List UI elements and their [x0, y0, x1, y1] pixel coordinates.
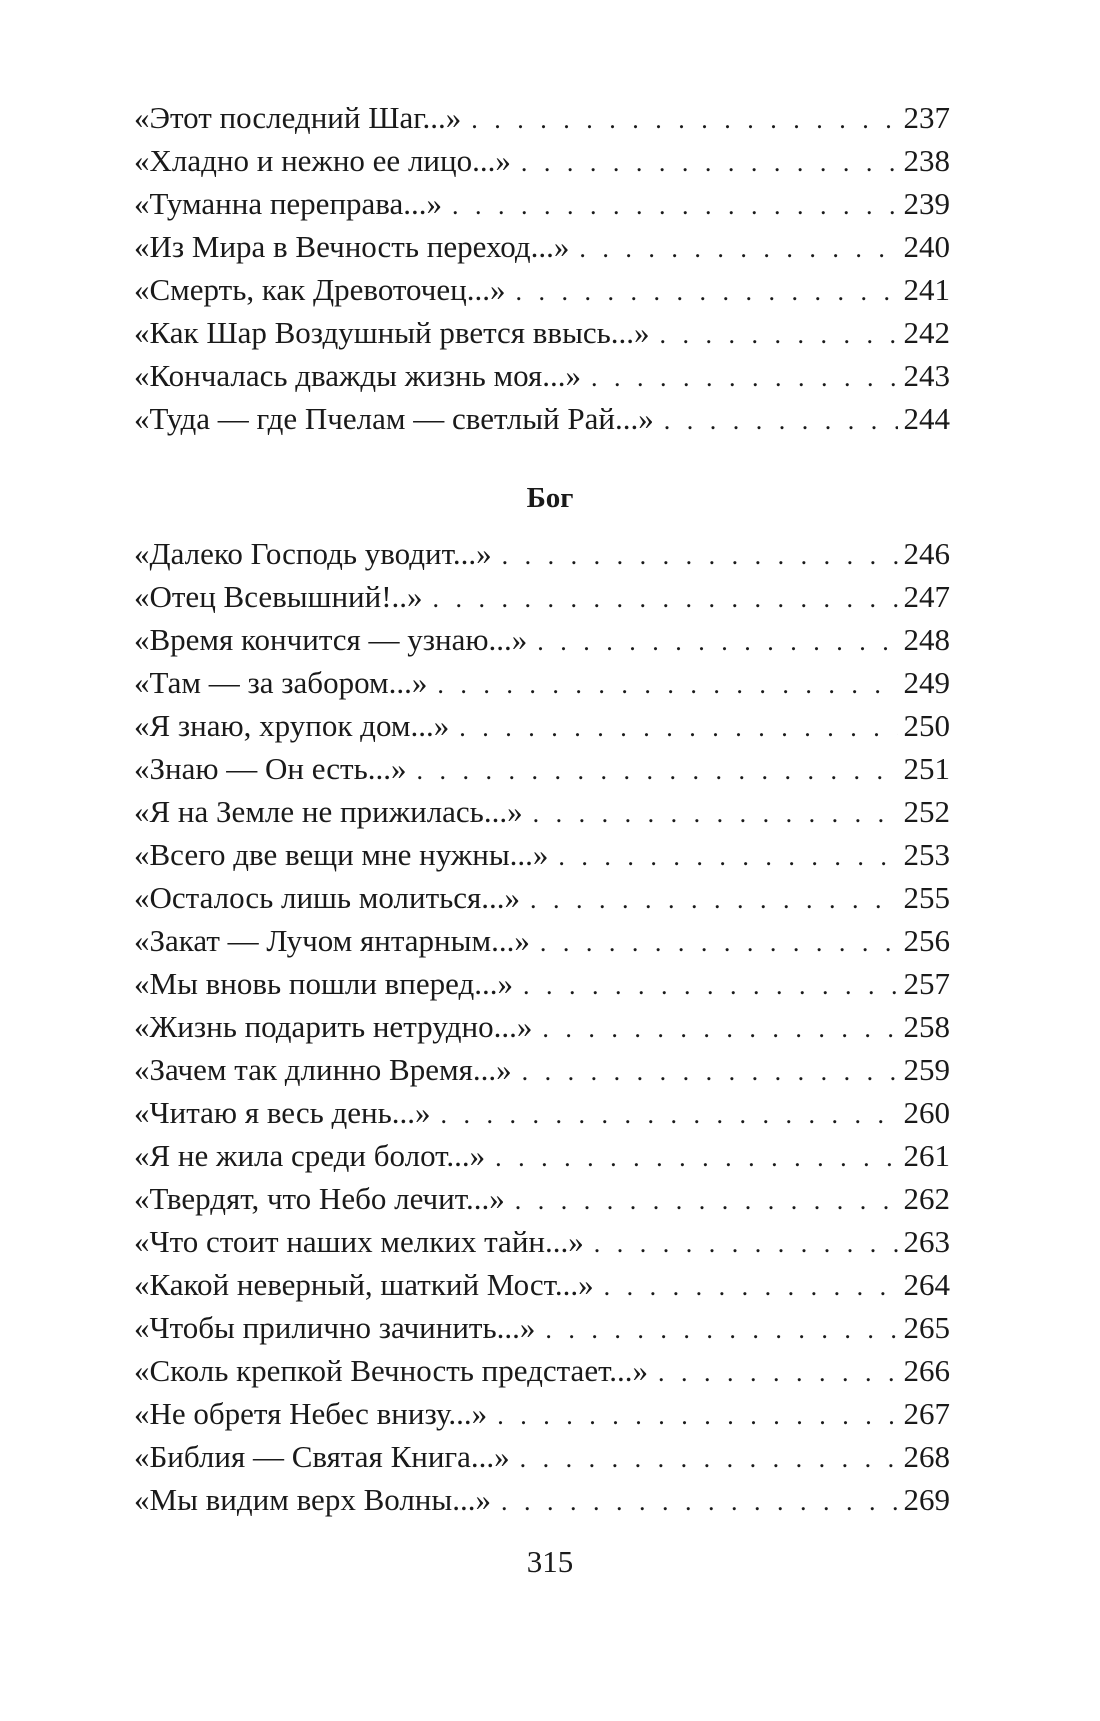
toc-entry-title: «Туда — где Пчелам — светлый Рай...»	[134, 401, 654, 436]
toc-entry	[134, 96, 950, 139]
toc-entry-title: «Мы вновь пошли вперед...»	[134, 966, 514, 1001]
toc-dot-leader	[545, 1308, 897, 1351]
toc-entry	[134, 790, 950, 833]
toc-dot-leader	[502, 534, 898, 577]
toc-entry-page: 249	[903, 665, 950, 700]
toc-entry	[134, 225, 950, 268]
toc-entry-page: 262	[903, 1181, 950, 1216]
toc-entry	[134, 1048, 950, 1091]
toc-list-god	[134, 532, 950, 1521]
toc-entry-page: 252	[903, 794, 950, 829]
toc-entry	[134, 1478, 950, 1521]
toc-dot-leader	[558, 835, 897, 878]
toc-entry	[134, 311, 950, 354]
toc-entry-page: 255	[903, 880, 950, 915]
toc-entry-page: 267	[903, 1396, 950, 1431]
toc-entry-page: 261	[903, 1138, 950, 1173]
toc-entry-title: «Из Мира в Вечность переход...»	[134, 229, 570, 264]
toc-entry	[134, 1177, 950, 1220]
toc-entry-page: 242	[903, 315, 950, 350]
toc-entry	[134, 397, 950, 440]
toc-dot-leader	[440, 1093, 897, 1136]
toc-dot-leader	[540, 921, 898, 964]
toc-entry-title: «Жизнь подарить нетрудно...»	[134, 1009, 533, 1044]
toc-dot-leader	[515, 1179, 898, 1222]
toc-entry-page: 244	[903, 401, 950, 436]
toc-entry-title: «Как Шар Воздушный рвется ввысь...»	[134, 315, 650, 350]
toc-entry-page: 250	[903, 708, 950, 743]
toc-entry	[134, 182, 950, 225]
toc-dot-leader	[515, 270, 897, 313]
toc-entry-title: «Не обретя Небес внизу...»	[134, 1396, 488, 1431]
toc-dot-leader	[497, 1394, 897, 1437]
toc-entry-title: «Время кончится — узнаю...»	[134, 622, 528, 657]
toc-entry	[134, 833, 950, 876]
toc-entry-page: 239	[903, 186, 950, 221]
toc-entry	[134, 575, 950, 618]
toc-dot-leader	[523, 964, 897, 1007]
toc-entry-title: «Кончалась дважды жизнь моя...»	[134, 358, 582, 393]
page-number: 315	[526, 1544, 574, 1579]
toc-entry-title: «Мы видим верх Волны...»	[134, 1482, 491, 1517]
toc-entry-title: «Какой неверный, шаткий Мост...»	[134, 1267, 594, 1302]
toc-entry-page: 268	[903, 1439, 950, 1474]
toc-dot-leader	[658, 1351, 897, 1394]
toc-entry	[134, 139, 950, 182]
toc-entry-page: 246	[903, 536, 950, 571]
toc-dot-leader	[660, 313, 898, 356]
toc-entry	[134, 747, 950, 790]
toc-dot-leader	[530, 878, 897, 921]
toc-dot-leader	[417, 749, 898, 792]
toc-dot-leader	[594, 1222, 898, 1265]
toc-entry-title: «Там — за забором...»	[134, 665, 428, 700]
toc-entry	[134, 1263, 950, 1306]
toc-entry	[134, 962, 950, 1005]
toc-entry-page: 264	[903, 1267, 950, 1302]
toc-entry-title: «Туманна переправа...»	[134, 186, 443, 221]
toc-entry-page: 258	[903, 1009, 950, 1044]
toc-entry	[134, 532, 950, 575]
toc-dot-leader	[591, 356, 897, 399]
toc-entry-title: «Библия — Святая Книга...»	[134, 1439, 510, 1474]
toc-entry	[134, 1306, 950, 1349]
toc-entry-title: «Я знаю, хрупок дом...»	[134, 708, 450, 743]
toc-entry-title: «Далеко Господь уводит...»	[134, 536, 492, 571]
toc-entry-page: 241	[903, 272, 950, 307]
toc-entry	[134, 354, 950, 397]
toc-entry-page: 266	[903, 1353, 950, 1388]
toc-entry-title: «Что стоит наших мелких тайн...»	[134, 1224, 584, 1259]
toc-entry-title: «Закат — Лучом янтарным...»	[134, 923, 530, 958]
toc-entry-title: «Я на Земле не прижилась...»	[134, 794, 523, 829]
section-heading-god: Бог	[526, 482, 574, 514]
toc-entry	[134, 1134, 950, 1177]
toc-entry-title: «Я не жила среди болот...»	[134, 1138, 486, 1173]
toc-entry-page: 251	[903, 751, 950, 786]
toc-entry	[134, 704, 950, 747]
toc-entry-title: «Чтобы прилично зачинить...»	[134, 1310, 536, 1345]
toc-dot-leader	[537, 620, 897, 663]
toc-entry	[134, 618, 950, 661]
toc-entry	[134, 1091, 950, 1134]
toc-dot-leader	[459, 706, 897, 749]
toc-entry-title: «Читаю я весь день...»	[134, 1095, 431, 1130]
toc-dot-leader	[520, 1437, 898, 1480]
toc-entry-page: 256	[903, 923, 950, 958]
toc-dot-leader	[579, 227, 897, 270]
toc-entry-page: 248	[903, 622, 950, 657]
toc-entry-title: «Этот последний Шаг...»	[134, 100, 462, 135]
toc-dot-leader	[521, 141, 898, 184]
toc-entry-page: 247	[903, 579, 950, 614]
toc-entry-page: 269	[903, 1482, 950, 1517]
toc-dot-leader	[437, 663, 897, 706]
toc-entry	[134, 661, 950, 704]
toc-entry-title: «Смерть, как Древоточец...»	[134, 272, 506, 307]
toc-dot-leader	[501, 1480, 898, 1523]
toc-dot-leader	[495, 1136, 897, 1179]
toc-entry-title: «Сколь крепкой Вечность предстает...»	[134, 1353, 649, 1388]
toc-entry	[134, 268, 950, 311]
toc-entry-page: 257	[903, 966, 950, 1001]
toc-entry-page: 240	[903, 229, 950, 264]
toc-dot-leader	[604, 1265, 898, 1308]
toc-entry	[134, 1005, 950, 1048]
toc-entry	[134, 1392, 950, 1435]
toc-dot-leader	[522, 1050, 898, 1093]
toc-entry-page: 253	[903, 837, 950, 872]
toc-dot-leader	[452, 184, 897, 227]
toc-entry-title: «Осталось лишь молиться...»	[134, 880, 521, 915]
toc-entry-page: 260	[903, 1095, 950, 1130]
toc-entry-title: «Хладно и нежно ее лицо...»	[134, 143, 511, 178]
toc-entry-page: 265	[903, 1310, 950, 1345]
toc-dot-leader	[433, 577, 898, 620]
toc-dot-leader	[533, 792, 898, 835]
toc-entry-title: «Всего две вещи мне нужны...»	[134, 837, 549, 872]
toc-entry	[134, 876, 950, 919]
toc-entry-title: «Зачем так длинно Время...»	[134, 1052, 512, 1087]
toc-entry-title: «Отец Всевышний!..»	[134, 579, 423, 614]
toc-entry-page: 263	[903, 1224, 950, 1259]
toc-entry	[134, 919, 950, 962]
toc-entry-page: 238	[903, 143, 950, 178]
toc-entry-page: 259	[903, 1052, 950, 1087]
toc-entry-title: «Твердят, что Небо лечит...»	[134, 1181, 505, 1216]
toc-entry	[134, 1220, 950, 1263]
toc-entry-title: «Знаю — Он есть...»	[134, 751, 407, 786]
toc-entry	[134, 1435, 950, 1478]
toc-dot-leader	[542, 1007, 897, 1050]
toc-entry	[134, 1349, 950, 1392]
toc-entry-page: 243	[903, 358, 950, 393]
toc-dot-leader	[664, 399, 898, 442]
toc-list-top	[134, 96, 950, 440]
toc-entry-page: 237	[903, 100, 950, 135]
toc-dot-leader	[471, 98, 897, 141]
